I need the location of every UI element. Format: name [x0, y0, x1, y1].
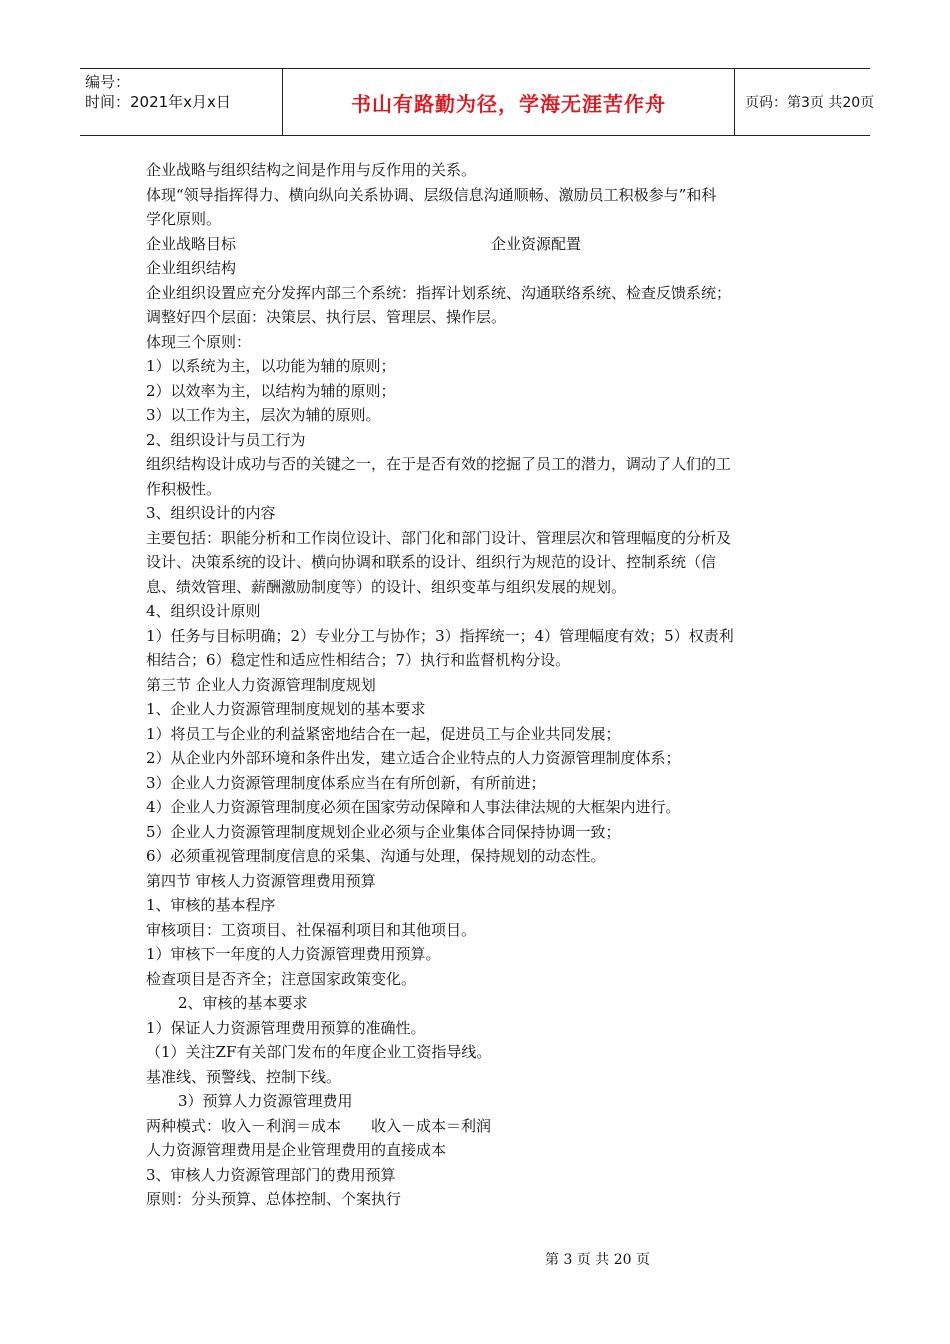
text-line: 1）将员工与企业的利益紧密地结合在一起，促进员工与企业共同发展； [146, 724, 621, 743]
text-line: 1、企业人力资源管理制度规划的基本要求 [146, 700, 426, 718]
text-line: 检查项目是否齐全；注意国家政策变化。 [146, 969, 417, 988]
text-line: 3）预算人力资源管理费用 [178, 1092, 353, 1110]
time-label: 时间：2021年x月x日 [85, 93, 231, 111]
two-column-line [146, 232, 806, 257]
text-line: 原则：分头预算、总体控制、个案执行 [146, 1190, 402, 1208]
page-footer: 第 3 页 共 20 页 [545, 1252, 650, 1268]
header-meta [80, 69, 283, 135]
text-line: 2、组织设计与员工行为 [146, 430, 306, 449]
text-line: 两种模式：收入－利润＝成本 收入－成本＝利润 [146, 1116, 492, 1135]
text-line: 组织结构设计成功与否的关键之一，在于是否有效的挖掘了员工的潜力，调动了人们的工 [146, 455, 732, 473]
text-line: 作积极性。 [146, 479, 222, 498]
resource-allocation-label: 企业资源配置 [491, 234, 582, 253]
text-line: 审核项目：工资项目、社保福利项目和其他项目。 [146, 920, 477, 939]
text-line: 4、组织设计原则 [146, 602, 261, 620]
text-line: 5）企业人力资源管理制度规划企业必须与企业集体合同保持协调一致； [146, 822, 621, 841]
text-line: 1）审核下一年度的人力资源管理费用预算。 [146, 945, 441, 963]
text-line: 6）必须重视管理制度信息的采集、沟通与处理，保持规划的动态性。 [146, 847, 606, 865]
text-line: 4）企业人力资源管理制度必须在国家劳动保障和人事法律法规的大框架内进行。 [146, 798, 681, 816]
document-body [146, 158, 806, 1212]
text-line: 企业组织结构 [146, 259, 237, 277]
text-line: 2、审核的基本要求 [178, 994, 308, 1012]
text-line: 3、审核人力资源管理部门的费用预算 [146, 1165, 396, 1184]
text-line: 调整好四个层面：决策层、执行层、管理层、操作层。 [146, 308, 507, 326]
text-line: 企业组织设置应充分发挥内部三个系统：指挥计划系统、沟通联络系统、检查反馈系统； [146, 283, 732, 302]
text-line: 基准线、预警线、控制下线。 [146, 1067, 342, 1086]
text-line: 第四节 审核人力资源管理费用预算 [146, 871, 376, 890]
text-line: 3、组织设计的内容 [146, 504, 276, 522]
header-motto: 书山有路勤为径，学海无涯苦作舟 [283, 69, 735, 135]
text-line: 学化原则。 [146, 210, 222, 228]
text-line: 1）保证人力资源管理费用预算的准确性。 [146, 1018, 426, 1037]
text-line: 1）任务与目标明确；2）专业分工与协作；3）指挥统一；4）管理幅度有效；5）权责利 [146, 626, 734, 645]
text-line: 3）以工作为主，层次为辅的原则。 [146, 406, 381, 424]
text-line: 息、绩效管理、薪酬激励制度等）的设计、组织变革与组织发展的规划。 [146, 577, 627, 596]
text-line: 3）企业人力资源管理制度体系应当在有所创新，有所前进； [146, 773, 546, 792]
header-page-code: 页码：第3页 共20页 [745, 95, 875, 111]
strategy-goal-label: 企业战略目标 [146, 234, 237, 253]
text-line: （1）关注ZF有关部门发布的年度企业工资指导线。 [146, 1043, 492, 1061]
text-line: 体现三个原则： [146, 332, 252, 351]
text-line: 体现“领导指挥得力、横向纵向关系协调、层级信息沟通顺畅、激励员工积极参与”和科 [146, 185, 717, 204]
page-header [80, 68, 875, 136]
text-line: 设计、决策系统的设计、横向协调和联系的设计、组织行为规范的设计、控制系统（信 [146, 553, 717, 571]
text-line: 相结合；6）稳定性和适应性相结合；7）执行和监督机构分设。 [146, 651, 571, 669]
text-line: 第三节 企业人力资源管理制度规划 [146, 675, 376, 694]
text-line: 1）以系统为主，以功能为辅的原则； [146, 357, 396, 375]
number-label: 编号： [85, 73, 131, 91]
text-line: 人力资源管理费用是企业管理费用的直接成本 [146, 1141, 447, 1159]
text-line: 2）以效率为主，以结构为辅的原则； [146, 381, 396, 400]
text-line: 企业战略与组织结构之间是作用与反作用的关系。 [146, 161, 477, 179]
text-line: 2）从企业内外部环境和条件出发，建立适合企业特点的人力资源管理制度体系； [146, 749, 681, 767]
text-line: 1、审核的基本程序 [146, 896, 276, 914]
text-line: 主要包括：职能分析和工作岗位设计、部门化和部门设计、管理层次和管理幅度的分析及 [146, 528, 732, 547]
